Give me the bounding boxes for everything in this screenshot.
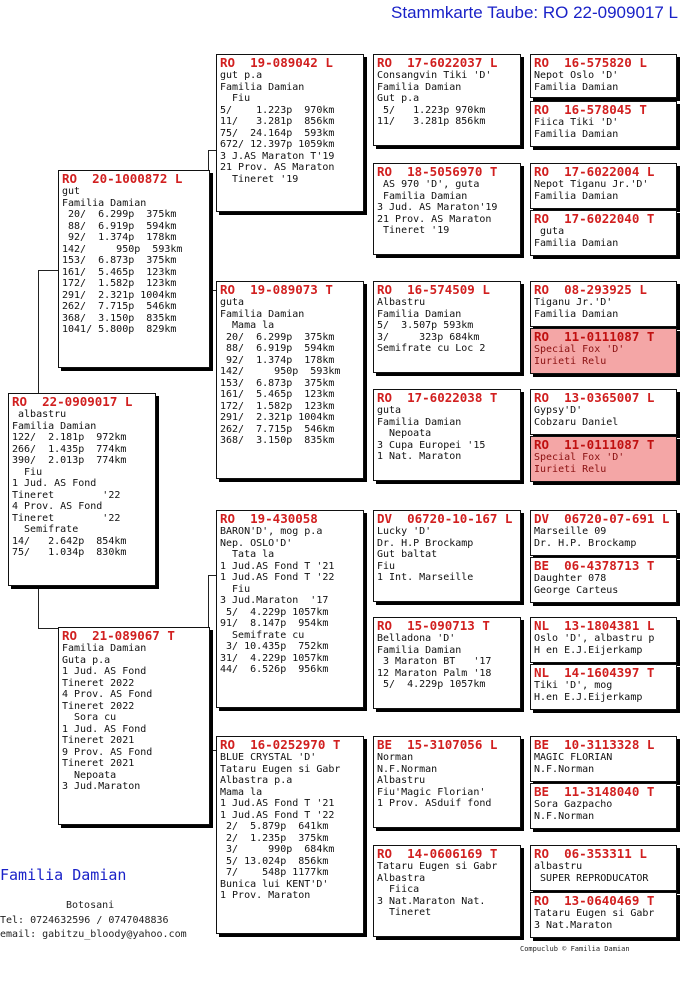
card-line: Cobzaru Daniel [534, 416, 619, 428]
card-line: 266/ 1.435p 774km [12, 443, 127, 455]
card-line: gut p.a [220, 70, 263, 81]
ring-number: RO 11-0111087 T [534, 437, 655, 452]
pedigree-card-subject[interactable] [8, 393, 156, 586]
pedigree-card-dd-dam[interactable] [373, 845, 521, 937]
card-line: 3 Nat.Maraton Nat. [377, 895, 486, 907]
card-line: Familia Damian [220, 81, 305, 93]
card-line: Fiu [377, 560, 396, 572]
card-line: 20/ 6.299p 375km [62, 209, 177, 220]
card-line: 21 Prov. AS Maraton [220, 162, 335, 173]
card-line: 92/ 1.374p 178km [220, 354, 335, 366]
card-line: 44/ 6.526p 956km [220, 664, 329, 675]
card-line: Tiganu Jr.'D' [534, 297, 613, 308]
ring-number: RO 08-293925 L [534, 282, 647, 297]
ring-number: DV 06720-10-167 L [377, 511, 513, 526]
card-line: 1 Jud.AS Fond T '22 [220, 809, 335, 821]
card-line: H en E.J.Eijerkamp [534, 644, 643, 656]
card-line: Familia Damian [377, 644, 462, 656]
pedigree-card-g5[interactable] [530, 845, 677, 891]
owner-email[interactable]: email: gabitzu_bloody@yahoo.com [0, 929, 187, 940]
card-line: 11/ 3.281p 856km [220, 116, 335, 127]
card-line: Tineret 2022 [62, 700, 135, 712]
pedigree-card-sd-sire[interactable] [373, 281, 521, 373]
card-line: 9 Prov. AS Fond [62, 746, 153, 758]
ring-number: BE 15-3107056 L [377, 737, 498, 752]
card-line: 153/ 6.873p 375km [62, 255, 177, 266]
card-line: Tiki 'D', mog [534, 680, 613, 691]
card-line: 262/ 7.715p 546km [62, 301, 177, 312]
pedigree-card-g5[interactable] [530, 281, 677, 327]
card-line: 31/ 4.229p 1057km [220, 652, 329, 664]
card-line: 5/ 13.024p 856km [220, 855, 329, 867]
card-line: 20/ 6.299p 375km [220, 331, 335, 343]
ring-number: RO 16-0252970 T [220, 737, 341, 752]
card-line: 91/ 8.147p 954km [220, 618, 329, 629]
card-line: 5/ 1.223p 970km [377, 104, 486, 116]
card-line: Special Fox 'D' [534, 344, 625, 355]
pedigree-card-sire-sire[interactable] [216, 54, 364, 212]
ring-number: RO 17-6022037 L [377, 55, 498, 70]
card-line: Gypsy'D' [534, 405, 583, 416]
card-line: albastru [534, 861, 583, 872]
card-line: Iurieti Relu [534, 355, 607, 367]
card-line: 1 Int. Marseille [377, 572, 474, 583]
card-line: 3 Jud. AS Maraton'19 [377, 202, 498, 213]
pedigree-card-g5[interactable] [530, 557, 677, 603]
card-line: Albastra [377, 872, 426, 884]
ring-number: RO 16-578045 T [534, 102, 647, 117]
card-line: 1 Jud.AS Fond T '22 [220, 572, 335, 583]
card-line: Familia Damian [377, 308, 462, 320]
card-line: H.en E.J.Eijerkamp [534, 691, 643, 703]
card-line: 75/ 24.164p 593km [220, 127, 335, 139]
pedigree-card-g5-highlighted[interactable] [530, 436, 677, 482]
card-line: 3/ 10.435p 752km [220, 641, 329, 652]
card-line: 161/ 5.465p 123km [62, 266, 177, 278]
card-line: 88/ 6.919p 594km [220, 343, 335, 354]
card-line: Tataru Eugen si Gabr [220, 763, 341, 775]
pedigree-card-dd-sire[interactable] [373, 736, 521, 828]
connector-line [38, 628, 60, 629]
card-line: Familia Damian [534, 190, 619, 202]
card-line: Semifrate [12, 524, 79, 535]
card-line: Familia Damian [534, 81, 619, 93]
card-line: guta [534, 226, 565, 237]
pedigree-card-dam[interactable] [58, 627, 210, 825]
card-line: 1 Prov. Maraton [220, 890, 311, 901]
pedigree-card-sire[interactable] [58, 170, 210, 368]
card-line: Albastru [377, 775, 426, 786]
ring-number: NL 13-1804381 L [534, 618, 655, 633]
card-line: Familia Damian [377, 190, 468, 202]
card-line: Lucky 'D' [377, 526, 432, 537]
card-line: 368/ 3.150p 835km [62, 312, 177, 324]
card-line: 262/ 7.715p 546km [220, 423, 335, 435]
card-line: 11/ 3.281p 856km [377, 116, 486, 127]
card-line: 1 Jud. AS Fond [62, 723, 147, 735]
card-line: 3 Cupa Europei '15 [377, 439, 486, 451]
pedigree-card-dam-dam[interactable] [216, 736, 364, 934]
card-line: Gut p.a [377, 93, 420, 104]
ring-number: RO 13-0365007 L [534, 390, 655, 405]
card-line: 1 Jud.AS Fond T '21 [220, 560, 335, 572]
card-line: Tineret '19 [377, 225, 450, 236]
card-line: 142/ 950p 593km [62, 243, 183, 255]
card-line: MAGIC FLORIAN [534, 752, 613, 763]
card-line: Familia Damian [534, 308, 619, 320]
card-line: 2/ 5.879p 641km [220, 821, 329, 832]
card-line: 92/ 1.374p 178km [62, 232, 177, 243]
connector-line [38, 580, 39, 628]
card-line: albastru [12, 409, 67, 420]
card-line: 1 Jud.AS Fond T '21 [220, 798, 335, 809]
card-line: Familia Damian [534, 237, 619, 249]
card-line: Nep. OSLO'D' [220, 537, 293, 549]
card-line: Fiu [12, 466, 43, 478]
card-line: 3/ 323p 684km [377, 331, 480, 343]
card-line: George Carteus [534, 584, 619, 596]
card-line: Daughter 078 [534, 573, 607, 584]
card-line: 3 Nat.Maraton [534, 919, 613, 931]
ring-number: RO 20-1000872 L [62, 171, 183, 186]
card-line: Tineret 2021 [62, 735, 135, 746]
card-line: 3 Maraton BT '17 [377, 656, 492, 667]
card-line: Tataru Eugen si Gabr [377, 861, 498, 872]
pedigree-card-g5-highlighted[interactable] [530, 328, 677, 374]
card-line: 4 Prov. AS Fond [62, 689, 153, 700]
card-line: BARON'D', mog p.a [220, 526, 323, 537]
card-line: Nepoata [62, 769, 117, 781]
card-line: 153/ 6.873p 375km [220, 377, 335, 389]
card-line: 3 J.AS Maraton T'19 [220, 150, 335, 162]
card-line: Tineret '19 [220, 173, 299, 185]
card-line: Semifrate cu Loc 2 [377, 343, 486, 354]
card-line: AS 970 'D', guta [377, 179, 480, 190]
card-line: 122/ 2.181p 972km [12, 432, 127, 443]
ring-number: RO 16-574509 L [377, 282, 490, 297]
card-line: 5/ 1.223p 970km [220, 104, 335, 116]
card-line: Tineret '22 [12, 512, 121, 524]
pedigree-card-ds-sire[interactable] [373, 510, 521, 602]
card-line: Familia Damian [62, 643, 147, 654]
card-line: BLUE CRYSTAL 'D' [220, 752, 317, 763]
card-line: 291/ 2.321p 1004km [62, 289, 177, 301]
card-line: Guta p.a [62, 654, 111, 666]
card-line: 1 Jud. AS Fond [12, 478, 97, 489]
connector-line [38, 270, 39, 395]
card-line: Iurieti Relu [534, 463, 607, 475]
pedigree-card-ss-sire[interactable] [373, 54, 521, 146]
ring-number: RO 11-0111087 T [534, 329, 655, 344]
card-line: 75/ 1.034p 830km [12, 547, 127, 558]
pedigree-card-g5[interactable] [530, 101, 677, 147]
ring-number: BE 10-3113328 L [534, 737, 655, 752]
card-line: Dr. H.P. Brockamp [534, 537, 637, 549]
pedigree-card-ds-dam[interactable] [373, 617, 521, 709]
owner-name: Familia Damian [0, 866, 127, 884]
ring-number: RO 17-6022038 T [377, 390, 498, 405]
ring-number: RO 06-353311 L [534, 846, 647, 861]
pedigree-card-g5[interactable] [530, 736, 677, 782]
card-line: N.F.Norman [534, 763, 595, 775]
ring-number: RO 15-090713 T [377, 618, 490, 633]
pedigree-card-g5[interactable] [530, 783, 677, 829]
card-line: 1 Prov. ASduif fond [377, 798, 492, 809]
card-line: Special Fox 'D' [534, 452, 625, 463]
card-line: 12 Maraton Palm '18 [377, 667, 492, 679]
card-line: Familia Damian [12, 420, 97, 432]
pedigree-card-g5[interactable] [530, 54, 677, 98]
ring-number: RO 22-0909017 L [12, 394, 133, 409]
ring-number: RO 13-0640469 T [534, 893, 655, 908]
card-line: 390/ 2.013p 774km [12, 455, 127, 466]
card-line: 672/ 12.397p 1059km [220, 139, 335, 150]
card-line: Fiu'Magic Florian' [377, 786, 486, 798]
card-line: Mama la [220, 320, 275, 331]
pedigree-card-dam-sire[interactable] [216, 510, 364, 708]
card-line: Nepot Tiganu Jr.'D' [534, 179, 649, 190]
card-line: Familia Damian [377, 416, 462, 428]
card-line: N.F.Norman [534, 810, 595, 822]
pedigree-card-g5[interactable] [530, 892, 677, 938]
card-line: Fiica [377, 884, 420, 895]
pedigree-card-g5[interactable] [530, 664, 677, 710]
pedigree-card-g5[interactable] [530, 510, 677, 556]
card-line: Albastru [377, 297, 426, 308]
card-line: Familia Damian [62, 197, 147, 209]
card-line: Mama la [220, 786, 263, 798]
page-title: Stammkarte Taube: RO 22-0909017 L [391, 3, 678, 22]
card-line: gut [62, 186, 81, 197]
ring-number: RO 16-575820 L [534, 55, 647, 70]
ring-number: DV 06720-07-691 L [534, 511, 670, 526]
card-line: Gut baltat [377, 549, 438, 560]
card-line: 5/ 4.229p 1057km [377, 679, 486, 690]
card-line: 368/ 3.150p 835km [220, 435, 335, 446]
card-line: 21 Prov. AS Maraton [377, 213, 492, 225]
card-line: Fiica Tiki 'D' [534, 117, 619, 128]
ring-number: RO 19-089073 T [220, 282, 333, 297]
card-line: Familia Damian [377, 81, 462, 93]
card-line: 88/ 6.919p 594km [62, 220, 177, 232]
card-line: Tata la [220, 549, 275, 560]
card-line: Sora cu [62, 712, 117, 723]
card-line: 1041/ 5.800p 829km [62, 324, 177, 335]
card-line: Oslo 'D', albastru p [534, 633, 655, 644]
card-line: 5/ 3.507p 593km [377, 320, 474, 331]
ring-number: RO 17-6022004 L [534, 164, 655, 179]
owner-phone: Tel: 0724632596 / 0747048836 [0, 915, 169, 926]
card-line: 14/ 2.642p 854km [12, 535, 127, 547]
card-line: 7/ 548p 1177km [220, 867, 329, 878]
card-line: Tataru Eugen si Gabr [534, 908, 655, 919]
card-line: 3 Jud.Maraton '17 [220, 595, 329, 606]
ring-number: RO 19-430058 [220, 511, 318, 526]
card-line: guta [220, 297, 245, 308]
card-line: Fiu [220, 583, 251, 595]
ring-number: RO 17-6022040 T [534, 211, 655, 226]
ring-number: NL 14-1604397 T [534, 665, 655, 680]
card-line: Tineret [377, 907, 432, 918]
card-line: Semifrate cu [220, 629, 305, 641]
card-line: Marseille 09 [534, 526, 607, 537]
pedigree-card-g5[interactable] [530, 210, 677, 256]
card-line: 3 Jud.Maraton [62, 781, 141, 792]
card-line: 142/ 950p 593km [220, 366, 341, 377]
card-line: Bunica lui KENT'D' [220, 878, 329, 890]
card-line: Nepot Oslo 'D' [534, 70, 619, 81]
card-line: Familia Damian [220, 308, 305, 320]
card-line: Belladona 'D' [377, 633, 456, 644]
card-line: 172/ 1.582p 123km [220, 400, 335, 412]
card-line: 1 Nat. Maraton [377, 451, 462, 462]
pedigree-card-g5[interactable] [530, 617, 677, 663]
card-line: SUPER REPRODUCATOR [534, 872, 649, 884]
card-line: N.F.Norman [377, 763, 438, 775]
card-line: 1 Jud. AS Fond [62, 666, 147, 677]
ring-number: RO 19-089042 L [220, 55, 333, 70]
pedigree-card-sd-dam[interactable] [373, 389, 521, 481]
connector-line [208, 150, 216, 151]
card-line: Dr. H.P Brockamp [377, 537, 474, 549]
pedigree-card-ss-dam[interactable] [373, 163, 521, 255]
pedigree-card-g5[interactable] [530, 389, 677, 435]
ring-number: RO 14-0606169 T [377, 846, 498, 861]
connector-line [208, 575, 216, 576]
card-line: Norman [377, 752, 414, 763]
ring-number: BE 11-3148040 T [534, 784, 655, 799]
card-line: 2/ 1.235p 375km [220, 832, 329, 844]
card-line: Tineret '22 [12, 489, 121, 501]
card-line: 4 Prov. AS Fond [12, 501, 103, 512]
ring-number: RO 21-089067 T [62, 628, 175, 643]
card-line: Fiu [220, 93, 251, 104]
card-line: 5/ 4.229p 1057km [220, 606, 329, 618]
connector-line [38, 270, 60, 271]
ring-number: RO 18-5056970 T [377, 164, 498, 179]
card-line: Tineret 2022 [62, 677, 135, 689]
card-line: guta [377, 405, 402, 416]
card-line: Familia Damian [534, 128, 619, 140]
card-line: 291/ 2.321p 1004km [220, 412, 335, 423]
card-line: Sora Gazpacho [534, 799, 613, 810]
card-line: 172/ 1.582p 123km [62, 278, 177, 289]
footer-credit: Compuclub © Familia Damian [520, 945, 630, 953]
card-line: 3/ 990p 684km [220, 844, 335, 855]
owner-city: Botosani [66, 900, 115, 911]
card-line: Nepoata [377, 428, 432, 439]
pedigree-card-g5[interactable] [530, 163, 677, 209]
card-line: Consangvin Tiki 'D' [377, 70, 492, 81]
ring-number: BE 06-4378713 T [534, 558, 655, 573]
pedigree-card-sire-dam[interactable] [216, 281, 364, 479]
card-line: Tineret 2021 [62, 758, 135, 769]
card-line: 161/ 5.465p 123km [220, 389, 335, 400]
card-line: Albastra p.a [220, 775, 293, 786]
